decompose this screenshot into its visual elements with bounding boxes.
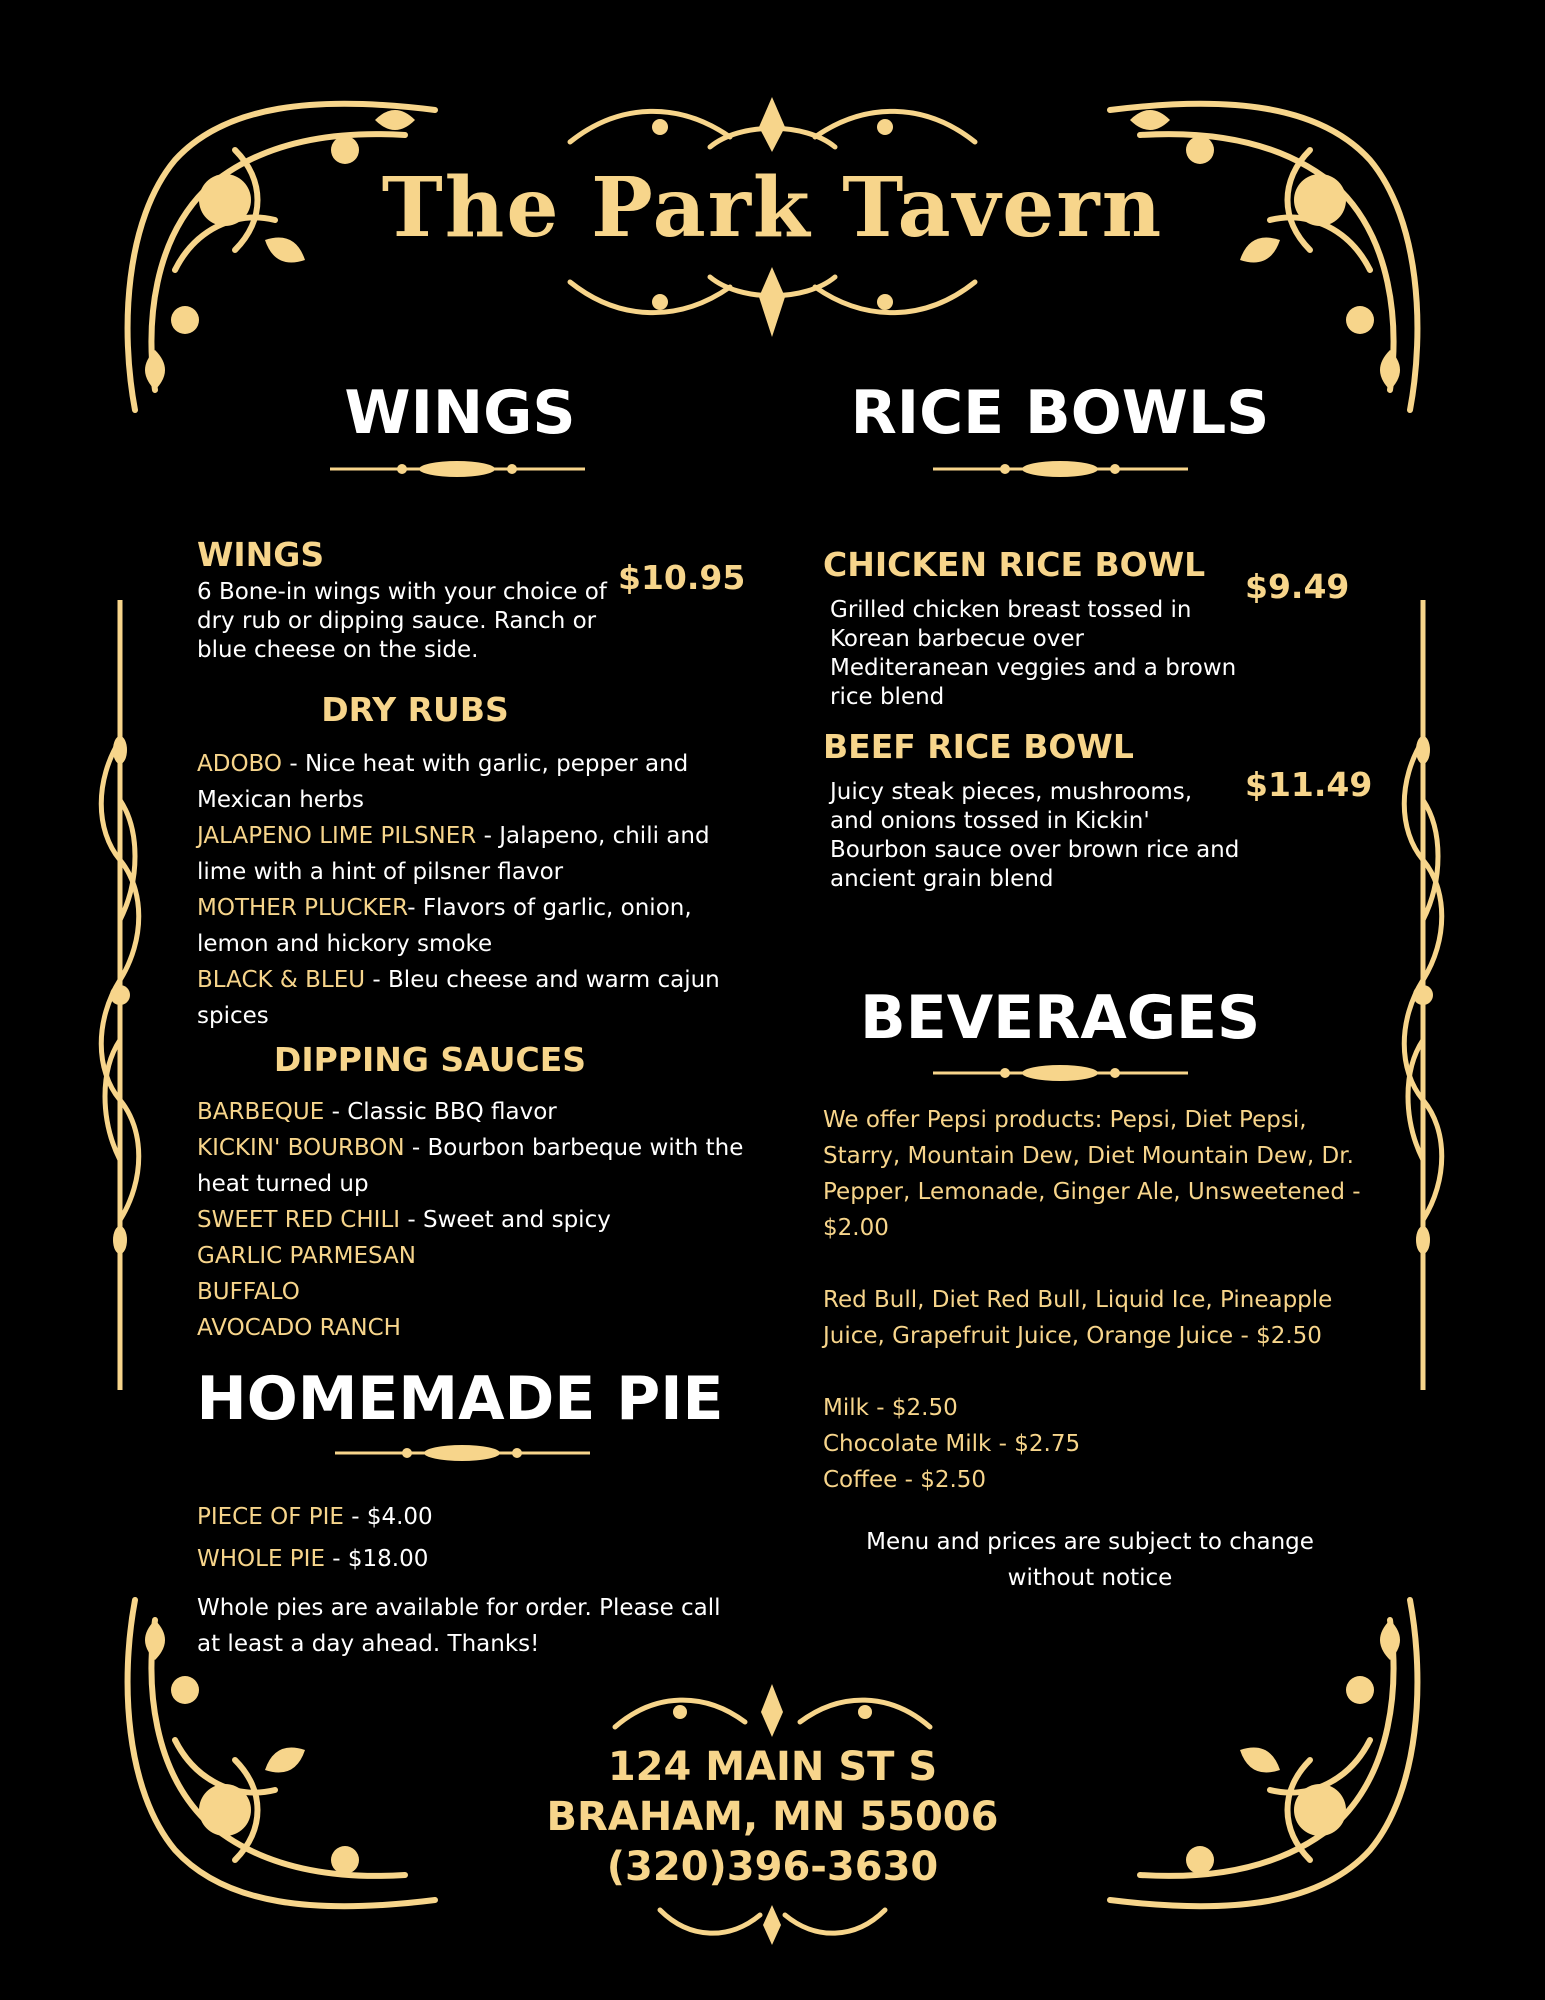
footer-address-line-2: BRAHAM, MN 55006 — [546, 1794, 999, 1840]
list-item: AVOCADO RANCH — [197, 1315, 401, 1341]
dipping-sauces-list: BARBEQUE - Classic BBQ flavor KICKIN' BOURBON - Bourbon barbeque with the heat turned up SWEET RED CHILI - Sweet and spicy GARLIC PARMESAN BUFFALO AVOCADO RANCH — [197, 1094, 757, 1346]
section-heading-beverages: BEVERAGES — [860, 983, 1261, 1053]
beverages-pepsi: We offer Pepsi products: Pepsi, Diet Pepsi, Starry, Mountain Dew, Diet Mountain Dew, Dr. Pepper, Lemonade, Ginger Ale, Unsweetened - $2.00 — [823, 1107, 1361, 1241]
menu-item-price-wings: $10.95 — [618, 558, 746, 597]
subheading-dipping-sauces: DIPPING SAUCES — [273, 1040, 587, 1079]
side-ornament-left — [95, 600, 145, 1390]
footer-phone: (320)396-3630 — [606, 1844, 939, 1890]
page-title: The Park Tavern — [381, 160, 1164, 256]
list-item: MOTHER PLUCKER- Flavors of garlic, onion, — [197, 895, 692, 921]
pie-note: Whole pies are available for order. Please call at least a day ahead. Thanks! — [197, 1595, 721, 1657]
menu-item-desc-chicken-rice-bowl: Grilled chicken breast tossed in Korean barbecue over Mediteranean veggies and a brown rice blend — [830, 597, 1237, 710]
menu-item-name-chicken-rice-bowl: CHICKEN RICE BOWL — [823, 545, 1206, 584]
list-item: GARLIC PARMESAN — [197, 1243, 416, 1269]
subheading-dry-rubs: DRY RUBS — [321, 690, 509, 729]
menu-item-desc-beef-rice-bowl: Juicy steak pieces, mushrooms, and onions tossed in Kickin' Bourbon sauce over brown rice and ancient grain blend — [830, 779, 1240, 892]
menu-item-price-chicken-rice-bowl: $9.49 — [1245, 567, 1350, 606]
list-item: ADOBO - Nice heat with garlic, pepper and — [197, 751, 689, 777]
title-flourish-bottom — [560, 262, 985, 342]
menu-item-desc-wings: 6 Bone-in wings with your choice of dry rub or dipping sauce. Ranch or blue cheese on the side. — [197, 579, 607, 663]
beverages-other: Milk - $2.50 Chocolate Milk - $2.75 Coffee - $2.50 — [823, 1395, 1081, 1493]
menu-item-price-beef-rice-bowl: $11.49 — [1245, 765, 1373, 804]
menu-item-name-wings: WINGS — [197, 535, 325, 574]
beverages-juices: Red Bull, Diet Red Bull, Liquid Ice, Pineapple Juice, Grapefruit Juice, Orange Juice - $2.50 — [823, 1287, 1333, 1349]
section-divider-rice-bowls — [933, 458, 1188, 480]
menu-item-name-beef-rice-bowl: BEEF RICE BOWL — [823, 727, 1134, 766]
pie-prices — [197, 1496, 757, 1580]
section-divider-pie — [335, 1442, 590, 1464]
side-ornament-right — [1398, 600, 1448, 1390]
section-heading-homemade-pie: HOMEMADE PIE — [196, 1364, 724, 1434]
section-heading-wings: WINGS — [344, 378, 576, 448]
list-item: JALAPENO LIME PILSNER - Jalapeno, chili and — [197, 823, 710, 849]
list-item: BLACK & BLEU - Bleu cheese and warm cajun — [197, 967, 720, 993]
title-flourish-top — [560, 92, 985, 162]
list-item: KICKIN' BOURBON - Bourbon barbeque with the — [197, 1135, 744, 1161]
list-item: WHOLE PIE - $18.00 — [197, 1546, 429, 1572]
list-item: BUFFALO — [197, 1279, 300, 1305]
dry-rubs-list: ADOBO - Nice heat with garlic, pepper and Mexican herbs JALAPENO LIME PILSNER - Jalapeno, chili and lime with a hint of pilsner flavor MOTHER PLUCKER- Flavors of garlic, onion, lemon and hickory smoke BLACK & BLEU - Bleu cheese and warm cajun spices — [197, 746, 757, 1034]
list-item: PIECE OF PIE - $4.00 — [197, 1504, 433, 1530]
section-divider-wings — [330, 458, 585, 480]
price-change-notice: Menu and prices are subject to change without notice — [866, 1529, 1314, 1591]
footer-flourish-bottom — [650, 1900, 895, 1950]
list-item: SWEET RED CHILI - Sweet and spicy — [197, 1207, 611, 1233]
footer-flourish-top — [605, 1682, 940, 1742]
section-divider-beverages — [933, 1062, 1188, 1084]
list-item: BARBEQUE - Classic BBQ flavor — [197, 1099, 557, 1125]
footer-address-line-1: 124 MAIN ST S — [607, 1744, 938, 1790]
section-heading-rice-bowls: RICE BOWLS — [850, 378, 1270, 448]
